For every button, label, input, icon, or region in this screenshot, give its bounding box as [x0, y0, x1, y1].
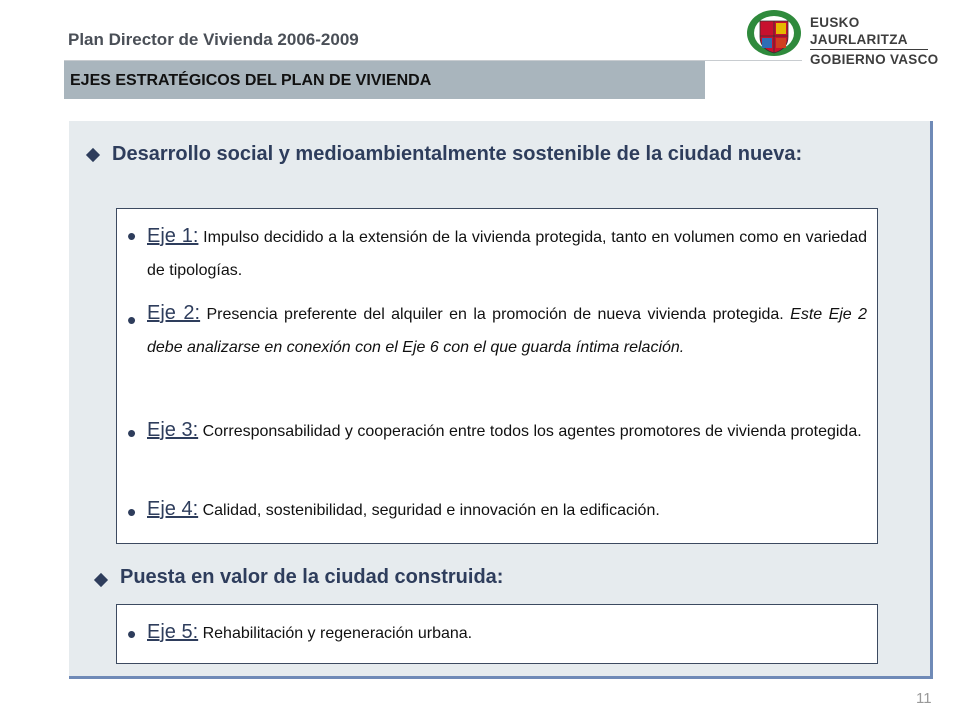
eje-3-item — [147, 414, 867, 448]
section-title: EJES ESTRATÉGICOS DEL PLAN DE VIVIENDA — [64, 61, 705, 99]
eje-4-item — [147, 493, 867, 527]
document-title: Plan Director de Vivienda 2006-2009 — [68, 30, 359, 49]
eje-5-item — [147, 616, 867, 650]
eje-text: Rehabilitación y regeneración urbana. — [198, 625, 473, 642]
government-name — [810, 14, 960, 68]
group-2-heading: Puesta en valor de la ciudad construida: — [120, 566, 504, 588]
page-number: 11 — [916, 690, 932, 707]
bullet-icon: • — [127, 619, 137, 649]
gov-separator — [810, 49, 928, 50]
eje-label: Eje 5: — [147, 621, 199, 643]
gov-line-2: GOBIERNO VASCO — [810, 52, 939, 67]
eje-label: Eje 4: — [147, 498, 199, 520]
eje-text: Presencia preferente del alquiler en la promoción de nueva vivienda protegida. — [200, 306, 791, 323]
eje-1-item — [147, 220, 867, 287]
gov-line-1: EUSKO JAURLARITZA — [810, 15, 908, 47]
eje-text: Corresponsabilidad y cooperación entre todos los agentes promotores de vivienda protegida. — [198, 423, 862, 440]
group-1-heading: Desarrollo social y medioambientalmente sostenible de la ciudad nueva: — [112, 143, 803, 165]
eje-label: Eje 3: — [147, 419, 199, 441]
bullet-icon: • — [127, 221, 137, 251]
bullet-icon: • — [127, 305, 137, 335]
eje-label: Eje 1: — [147, 225, 199, 247]
eje-text: Calidad, sostenibilidad, seguridad e innovación en la edificación. — [198, 502, 660, 519]
eje-note: Este Eje 2 debe analizarse en conexión con el Eje 6 con el que guarda íntima relación. — [147, 306, 867, 356]
bullet-icon: • — [127, 497, 137, 527]
eje-label: Eje 2: — [147, 302, 201, 324]
basque-coat-of-arms-icon — [744, 8, 804, 58]
bullet-icon: • — [127, 418, 137, 448]
eje-text: Impulso decidido a la extensión de la vivienda protegida, tanto en volumen como en variedad de tipologías. — [147, 229, 867, 279]
eje-2-item — [147, 297, 867, 364]
